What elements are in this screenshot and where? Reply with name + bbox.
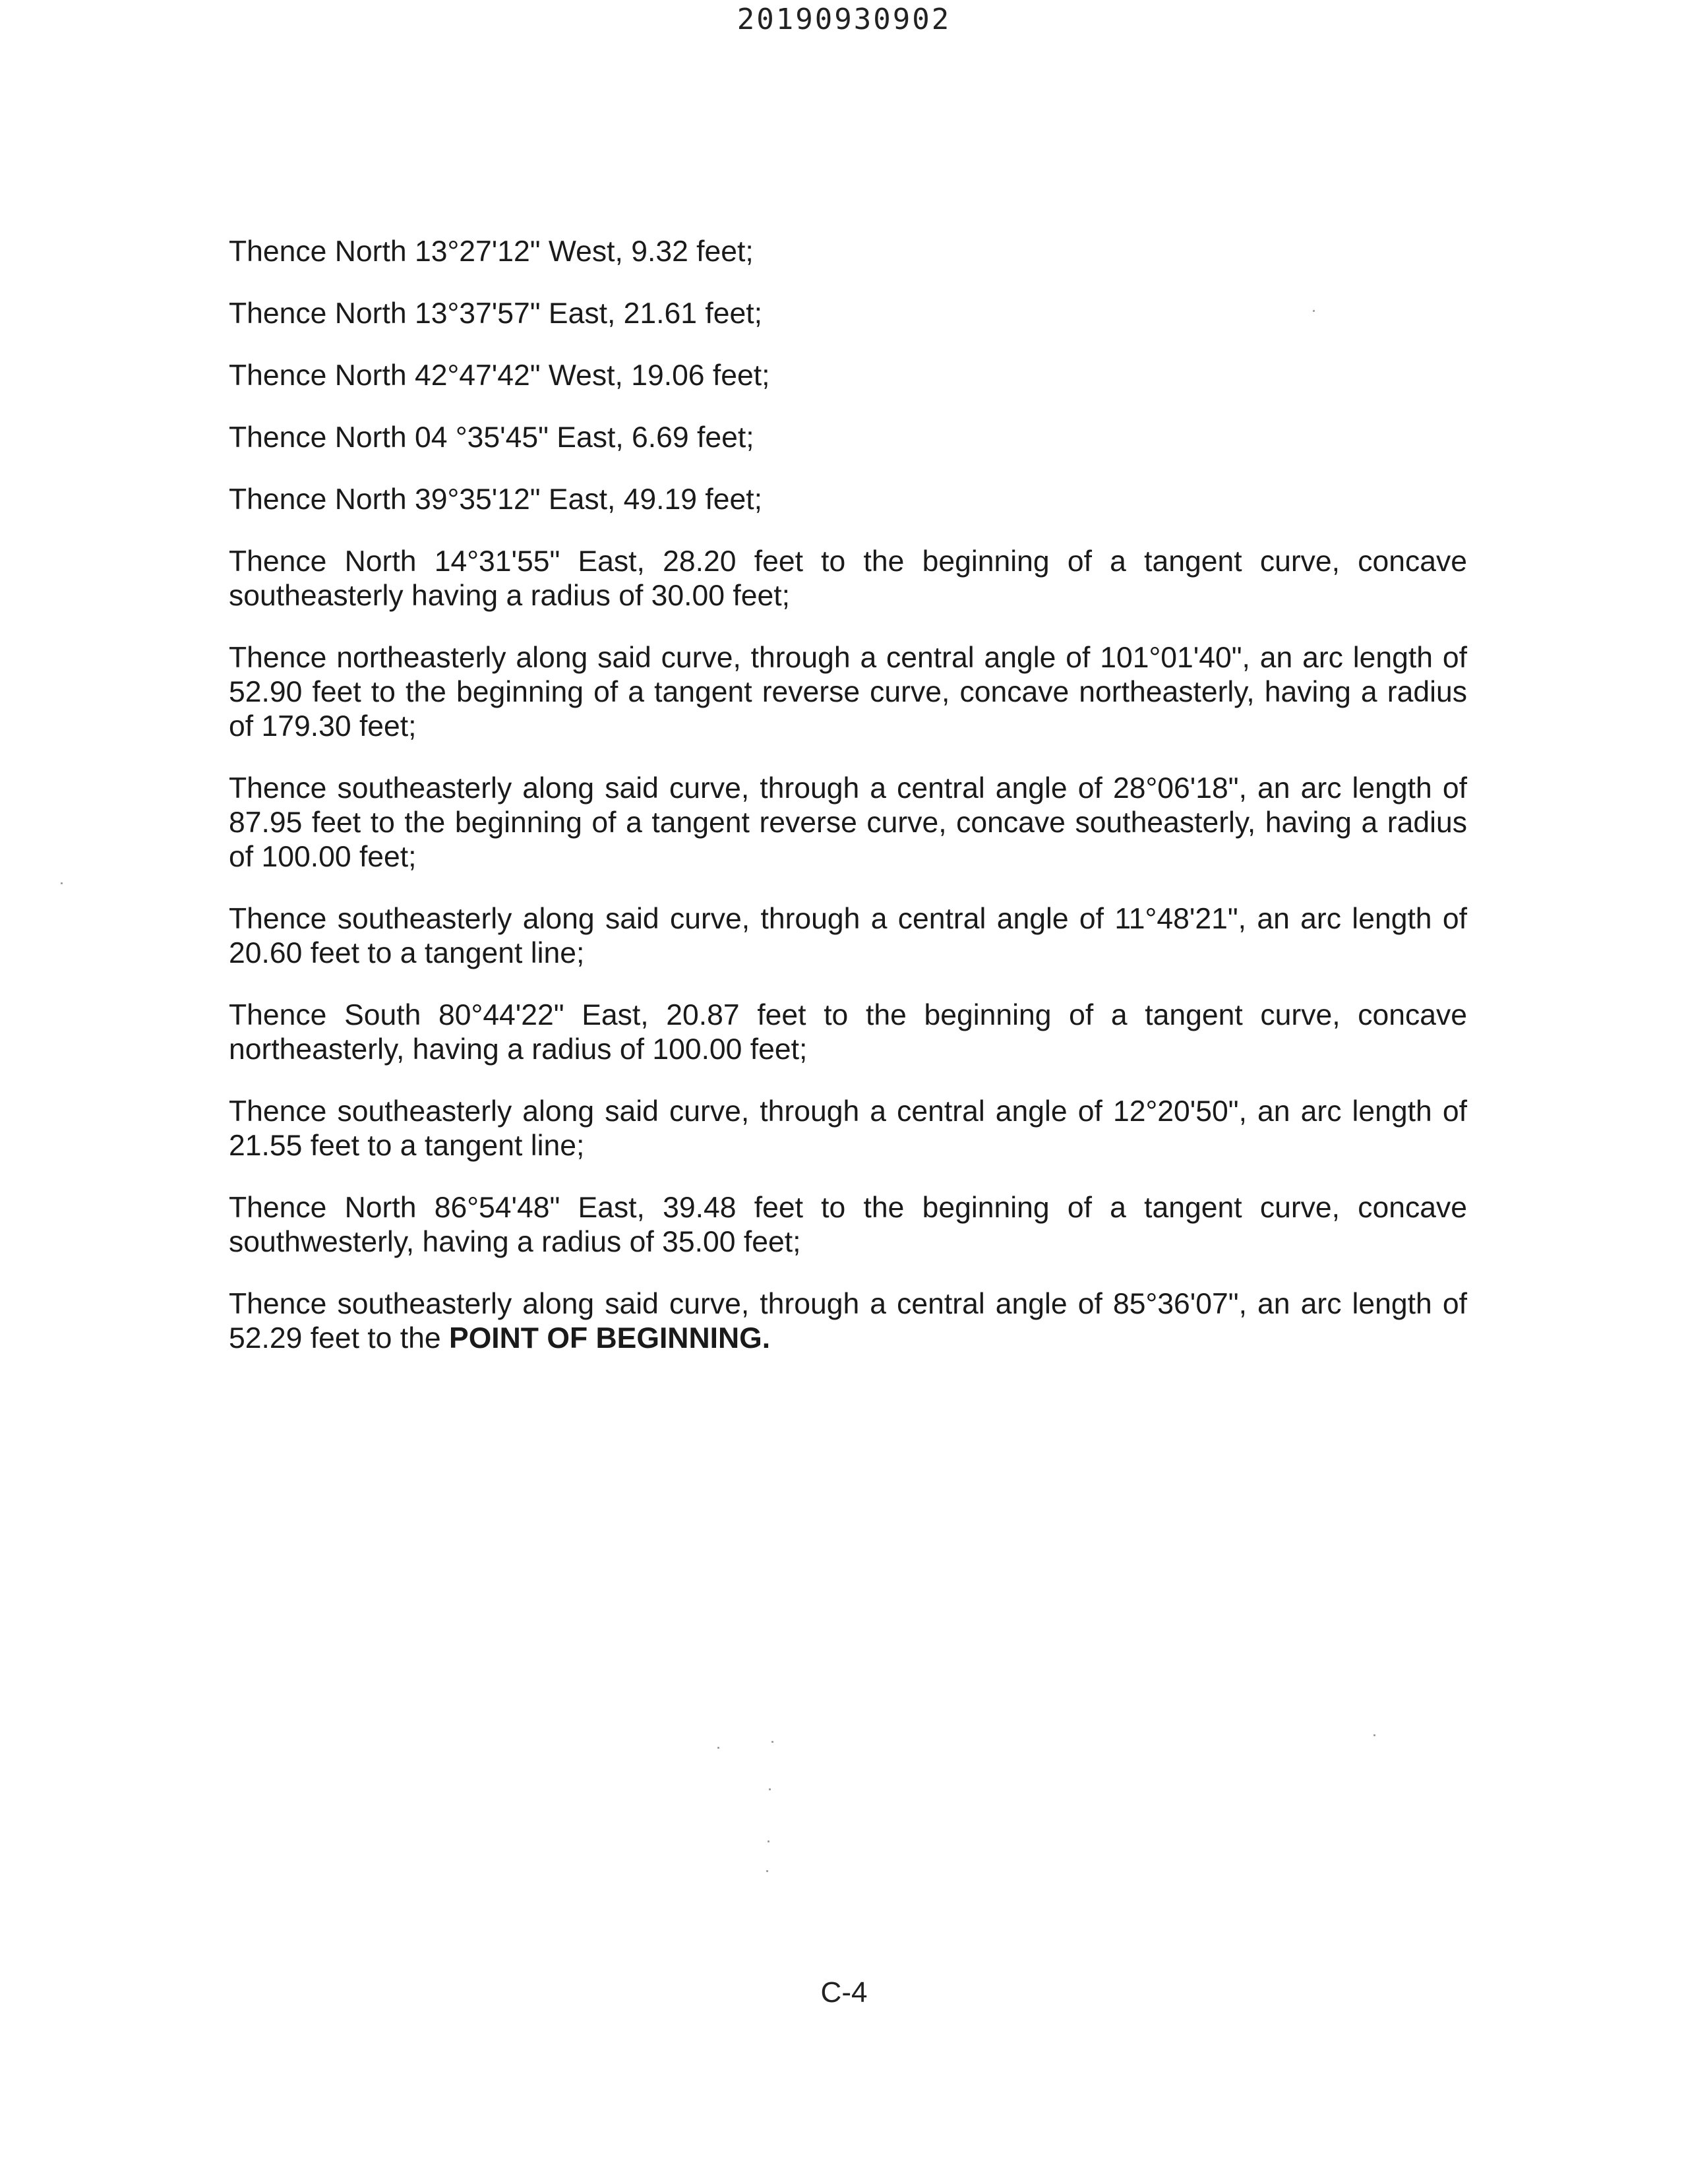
legal-description-body (229, 235, 1467, 1383)
course-paragraph: Thence southeasterly along said curve, through a central angle of 11°48'21", an arc length of 20.60 feet to a tangent line; (229, 903, 1467, 969)
course-paragraph: Thence South 80°44'22" East, 20.87 feet to the beginning of a tangent curve, concave northeasterly, having a radius of 100.00 feet; (229, 999, 1467, 1066)
course-paragraph: Thence North 86°54'48" East, 39.48 feet to the beginning of a tangent curve, concave southwesterly, having a radius of 35.00 feet; (229, 1192, 1467, 1258)
scan-speck (771, 1741, 773, 1743)
course-paragraph: Thence North 13°27'12" West, 9.32 feet; (229, 235, 754, 268)
course-paragraph: Thence North 39°35'12" East, 49.19 feet; (229, 483, 762, 516)
course-paragraph: Thence northeasterly along said curve, through a central angle of 101°01'40", an arc length of 52.90 feet to the beginning of a tangent reverse curve, concave northeasterly, having a radius of 179.30 feet; (229, 642, 1467, 743)
course-paragraph: Thence North 04 °35'45" East, 6.69 feet; (229, 421, 754, 454)
final-course-paragraph (229, 1287, 1467, 1356)
course-paragraph: Thence North 13°37'57" East, 21.61 feet; (229, 297, 762, 330)
scan-speck (1373, 1734, 1375, 1736)
scan-speck (769, 1788, 771, 1790)
course-paragraph: Thence North 42°47'42" West, 19.06 feet; (229, 359, 770, 392)
course-paragraph: Thence North 14°31'55" East, 28.20 feet to the beginning of a tangent curve, concave southeasterly having a radius of 30.00 feet; (229, 545, 1467, 612)
point-of-beginning-label: POINT OF BEGINNING. (449, 1322, 771, 1354)
scan-speck (61, 882, 63, 884)
scan-speck (766, 1870, 768, 1872)
course-paragraph: Thence southeasterly along said curve, through a central angle of 12°20'50", an arc length of 21.55 feet to a tangent line; (229, 1095, 1467, 1162)
course-paragraph: Thence southeasterly along said curve, through a central angle of 28°06'18", an arc length of 87.95 feet to the beginning of a tangent reverse curve, concave southeasterly, having a radius of 100.00 feet; (229, 772, 1467, 873)
scan-speck (768, 1840, 769, 1842)
final-course-text: Thence southeasterly along said curve, through a central angle of 85°36'07", an arc length of 52.29 feet to the (229, 1288, 1467, 1354)
page-number: C-4 (820, 1976, 868, 2009)
scan-speck (1313, 310, 1315, 312)
document-number: 20190930902 (737, 3, 951, 36)
scan-speck (717, 1747, 719, 1749)
